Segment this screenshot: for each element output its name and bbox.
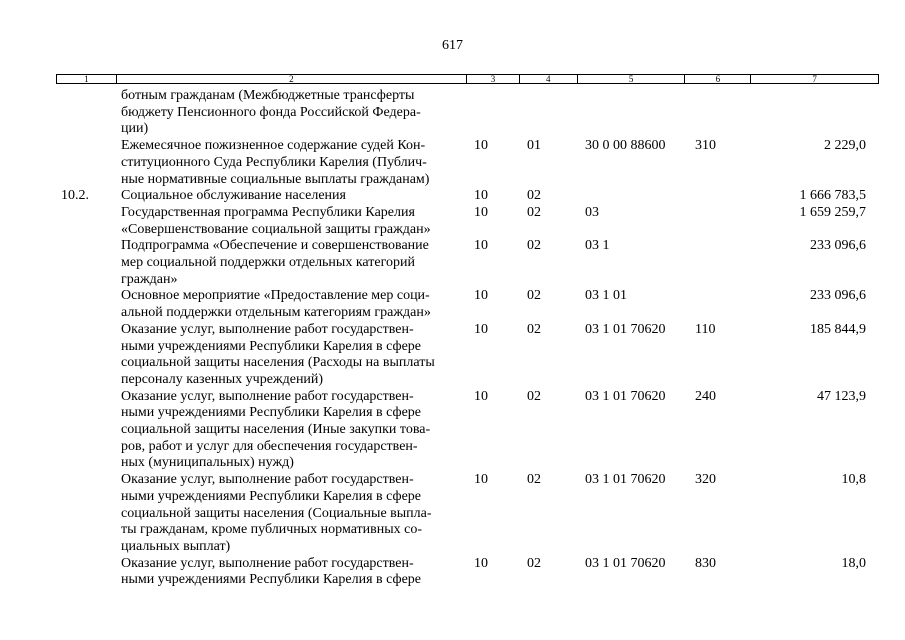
row-subsection: 02 <box>527 321 541 337</box>
row-target-article: 03 1 01 70620 <box>585 472 666 488</box>
table-row <box>56 88 886 138</box>
table-row <box>56 205 886 238</box>
row-section: 10 <box>474 388 488 404</box>
row-amount: 1 666 783,5 <box>799 188 866 204</box>
row-target-article: 03 1 01 70620 <box>585 555 666 571</box>
row-expense-type <box>691 205 746 238</box>
row-subsection <box>523 88 581 138</box>
table-row <box>56 472 886 556</box>
row-code <box>56 288 121 321</box>
row-description: Оказание услуг, выполнение работ государствен- ными учреждениями Республики Карелия в сфере социальной защиты населения (Иные закупки това- ров, работ и услуг для обеспечения государствен- ных (муниципальных) нужд) <box>121 388 431 471</box>
row-amount: 185 844,9 <box>810 321 866 337</box>
row-subsection: 02 <box>527 188 541 204</box>
row-expense-type: 240 <box>695 388 716 404</box>
header-col-4: 4 <box>520 75 578 83</box>
row-section: 10 <box>474 238 488 254</box>
row-target-article: 03 1 01 70620 <box>585 321 666 337</box>
row-subsection: 01 <box>527 138 541 154</box>
table-row <box>56 322 886 389</box>
row-code <box>56 389 121 473</box>
row-description: ботным гражданам (Межбюджетные трансферты бюджету Пенсионного фонда Российской Федера- ции) <box>121 88 421 137</box>
row-expense-type: 830 <box>695 555 716 571</box>
row-section: 10 <box>474 321 488 337</box>
row-expense-type: 320 <box>695 472 716 488</box>
row-amount: 1 659 259,7 <box>799 204 866 220</box>
table-row <box>56 138 886 188</box>
row-description: Подпрограмма «Обеспечение и совершенствование мер социальной поддержки отдельных категорий граждан» <box>121 238 429 287</box>
row-amount: 233 096,6 <box>810 238 866 254</box>
header-col-5: 5 <box>578 75 686 83</box>
row-code <box>56 472 121 556</box>
row-amount: 18,0 <box>841 555 866 571</box>
row-section: 10 <box>474 188 488 204</box>
row-section: 10 <box>474 288 488 304</box>
row-amount: 233 096,6 <box>810 288 866 304</box>
row-subsection: 02 <box>527 288 541 304</box>
row-amount: 10,8 <box>841 472 866 488</box>
row-target-article: 03 1 01 70620 <box>585 388 666 404</box>
header-col-2: 2 <box>117 75 467 83</box>
row-expense-type <box>691 188 746 205</box>
table-header <box>56 74 879 84</box>
row-amount: 2 229,0 <box>824 138 866 154</box>
row-expense-type <box>691 88 746 138</box>
row-expense-type: 110 <box>695 321 716 337</box>
row-subsection: 02 <box>527 472 541 488</box>
row-code <box>56 205 121 238</box>
row-target-article <box>581 88 691 138</box>
row-section: 10 <box>474 204 488 220</box>
row-section: 10 <box>474 472 488 488</box>
row-section: 10 <box>474 555 488 571</box>
row-description: Оказание услуг, выполнение работ государствен- ными учреждениями Республики Карелия в сфере <box>121 555 422 588</box>
row-description: Основное мероприятие «Предоставление мер соци- альной поддержки отдельным категориям граждан» <box>121 288 431 321</box>
table-row <box>56 556 886 589</box>
row-code: 10.2. <box>61 188 89 204</box>
table-row <box>56 188 886 205</box>
row-description: Ежемесячное пожизненное содержание судей Кон- ституционного Суда Республики Карелия (Публич- ные нормативные социальные выплаты гражданам) <box>121 138 430 187</box>
table-row <box>56 288 886 321</box>
header-col-3: 3 <box>467 75 520 83</box>
row-description: Государственная программа Республики Карелия «Совершенствование социальной защиты граждан» <box>121 204 431 237</box>
table-row <box>56 389 886 473</box>
row-code <box>56 556 121 589</box>
row-description: Оказание услуг, выполнение работ государствен- ными учреждениями Республики Карелия в сфере социальной защиты населения (Расходы на выплаты персоналу казенных учреждений) <box>121 321 435 387</box>
header-col-7: 7 <box>812 74 817 84</box>
row-target-article: 03 <box>585 204 599 220</box>
row-subsection: 02 <box>527 238 541 254</box>
table-row <box>56 238 886 288</box>
row-target-article: 03 1 <box>585 238 610 254</box>
row-subsection: 02 <box>527 388 541 404</box>
row-code <box>56 138 121 188</box>
row-subsection: 02 <box>527 204 541 220</box>
row-amount: 47 123,9 <box>817 388 866 404</box>
row-code <box>56 88 121 138</box>
row-target-article <box>581 188 691 205</box>
row-code <box>56 238 121 288</box>
row-expense-type: 310 <box>695 138 716 154</box>
row-section <box>471 88 523 138</box>
row-code <box>56 322 121 389</box>
row-target-article: 03 1 01 <box>585 288 627 304</box>
header-col-6: 6 <box>685 75 751 83</box>
row-description: Социальное обслуживание населения <box>121 188 346 204</box>
budget-table <box>56 88 886 589</box>
row-expense-type <box>691 238 746 288</box>
row-expense-type <box>691 288 746 321</box>
row-amount <box>746 88 876 138</box>
header-col-1: 1 <box>57 75 117 83</box>
page-number: 617 <box>442 38 463 53</box>
row-section: 10 <box>474 138 488 154</box>
row-description: Оказание услуг, выполнение работ государствен- ными учреждениями Республики Карелия в сфере социальной защиты населения (Социальные выпла- ты гражданам, кроме публичных нормативных со- циальных выплат) <box>121 472 432 554</box>
row-subsection: 02 <box>527 555 541 571</box>
row-target-article: 30 0 00 88600 <box>585 138 666 154</box>
